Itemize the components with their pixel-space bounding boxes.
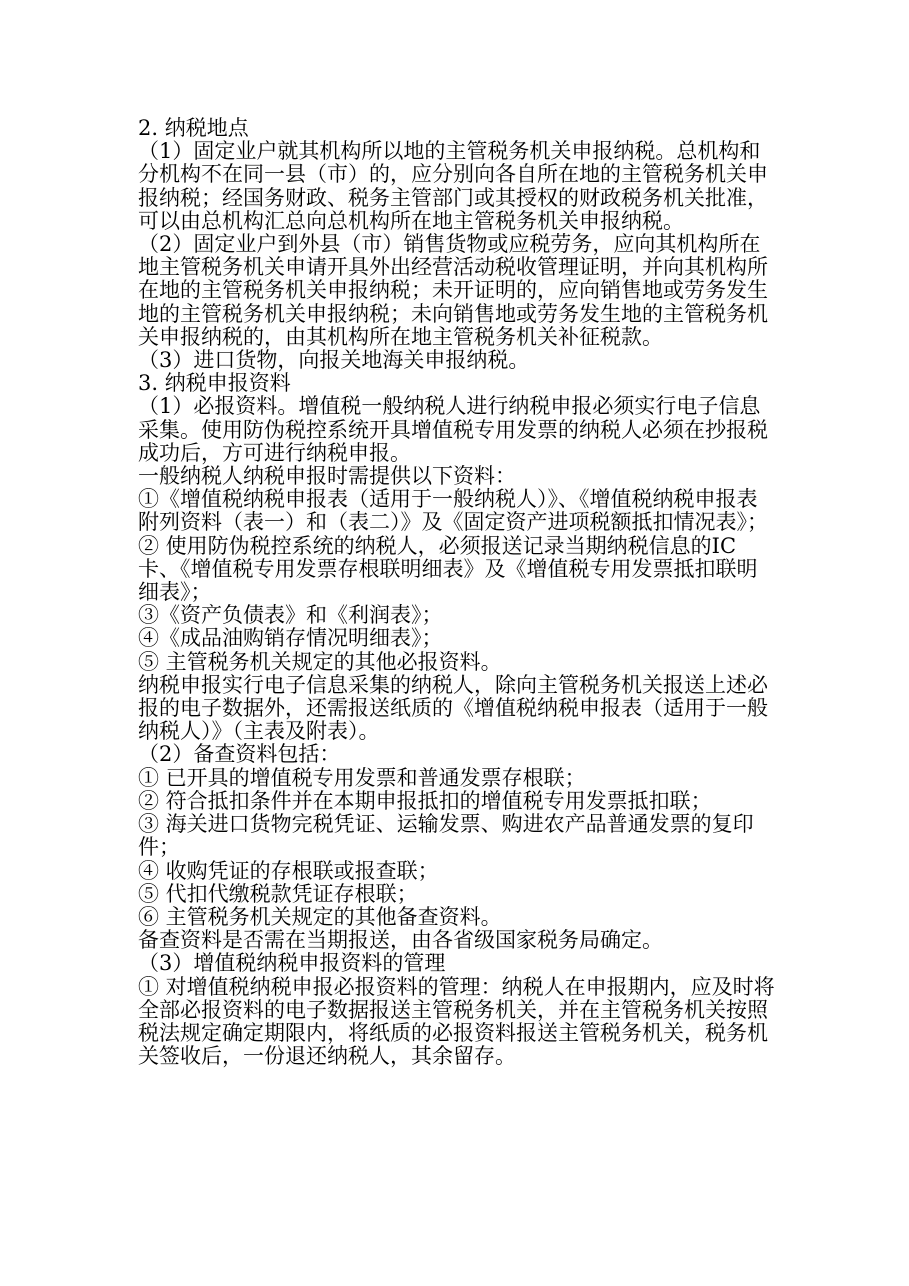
list-item-backup-4: ④ 收购凭证的存根联或报查联；	[138, 858, 439, 883]
paragraph-import-goods: （3）进口货物，向报关地海关申报纳税。	[138, 348, 530, 373]
list-item-management-1: ① 对增值税纳税申报必报资料的管理：纳税人在申报期内，应及时将全部必报资料的电子数据报送主管税务机关，并在主管税务机关按照税法规定确定期限内，将纸质的必报资料报送主管税务机关，税务机关签收后，一份退还纳税人，其余留存。	[138, 974, 775, 1069]
list-item-required-5: ⑤ 主管税务机关规定的其他必报资料。	[138, 649, 502, 674]
list-item-required-3: ③《资产负债表》和《利润表》；	[138, 603, 443, 628]
section-heading-filing-materials: 3. 纳税申报资料	[138, 371, 291, 396]
list-item-backup-3: ③ 海关进口货物完税凭证、运输发票、购进农产品普通发票的复印件；	[138, 812, 754, 860]
list-item-backup-5: ⑤ 代扣代缴税款凭证存根联；	[138, 881, 418, 906]
list-item-required-2: ② 使用防伪税控系统的纳税人，必须报送记录当期纳税信息的IC卡、《增值税专用发票存根联明细表》及《增值税专用发票抵扣联明细表》；	[138, 533, 758, 605]
paragraph-general-taxpayer-intro: 一般纳税人纳税申报时需提供以下资料：	[138, 464, 516, 489]
list-item-required-1: ①《增值税纳税申报表（适用于一般纳税人）》、《增值税纳税申报表附列资料（表一）和（表二）》及《固定资产进项税额抵扣情况表》；	[138, 487, 768, 535]
document-body	[138, 117, 778, 1068]
list-item-required-4: ④《成品油购销存情况明细表》；	[138, 626, 443, 651]
list-item-backup-2: ② 符合抵扣条件并在本期申报抵扣的增值税专用发票抵扣联；	[138, 788, 712, 813]
paragraph-electronic-collection: 纳税申报实行电子信息采集的纳税人，除向主管税务机关报送上述必报的电子数据外，还需报送纸质的《增值税纳税申报表（适用于一般纳税人）》（主表及附表）。	[138, 672, 768, 744]
paragraph-fixed-business-filing: （1）固定业户就其机构所以地的主管税务机关申报纳税。总机构和分机构不在同一县（市）的，应分别向各自所在地的主管税务机关申报纳税；经国务财政、税务主管部门或其授权的财政税务机关批准，可以由总机构汇总向总机构所在地主管税务机关申报纳税。	[138, 139, 768, 233]
section-heading-tax-location: 2. 纳税地点	[138, 116, 249, 140]
list-item-backup-6: ⑥ 主管税务机关规定的其他备查资料。	[138, 904, 502, 929]
paragraph-required-materials: （1）必报资料。增值税一般纳税人进行纳税申报必须实行电子信息采集。使用防伪税控系统开具增值税专用发票的纳税人必须在抄报税成功后，方可进行纳税申报。	[138, 394, 768, 465]
list-item-backup-1: ① 已开具的增值税专用发票和普通发票存根联；	[138, 765, 586, 790]
paragraph-backup-submission: 备查资料是否需在当期报送，由各省级国家税务局确定。	[138, 928, 663, 953]
paragraph-backup-materials-heading: （2）备查资料包括：	[138, 742, 341, 767]
paragraph-out-of-county-sales: （2）固定业户到外县（市）销售货物或应税劳务，应向其机构所在地主管税务机关申请开具外出经营活动税收管理证明，并向其机构所在地的主管税务机关申报纳税；未开证明的，应向销售地或劳务发生地的主管税务机关申报纳税；未向销售地或劳务发生地的主管税务机关申报纳税的，由其机构所在地主管税务机关补征税款。	[138, 232, 768, 349]
paragraph-management-heading: （3）增值税纳税申报资料的管理	[138, 951, 446, 976]
